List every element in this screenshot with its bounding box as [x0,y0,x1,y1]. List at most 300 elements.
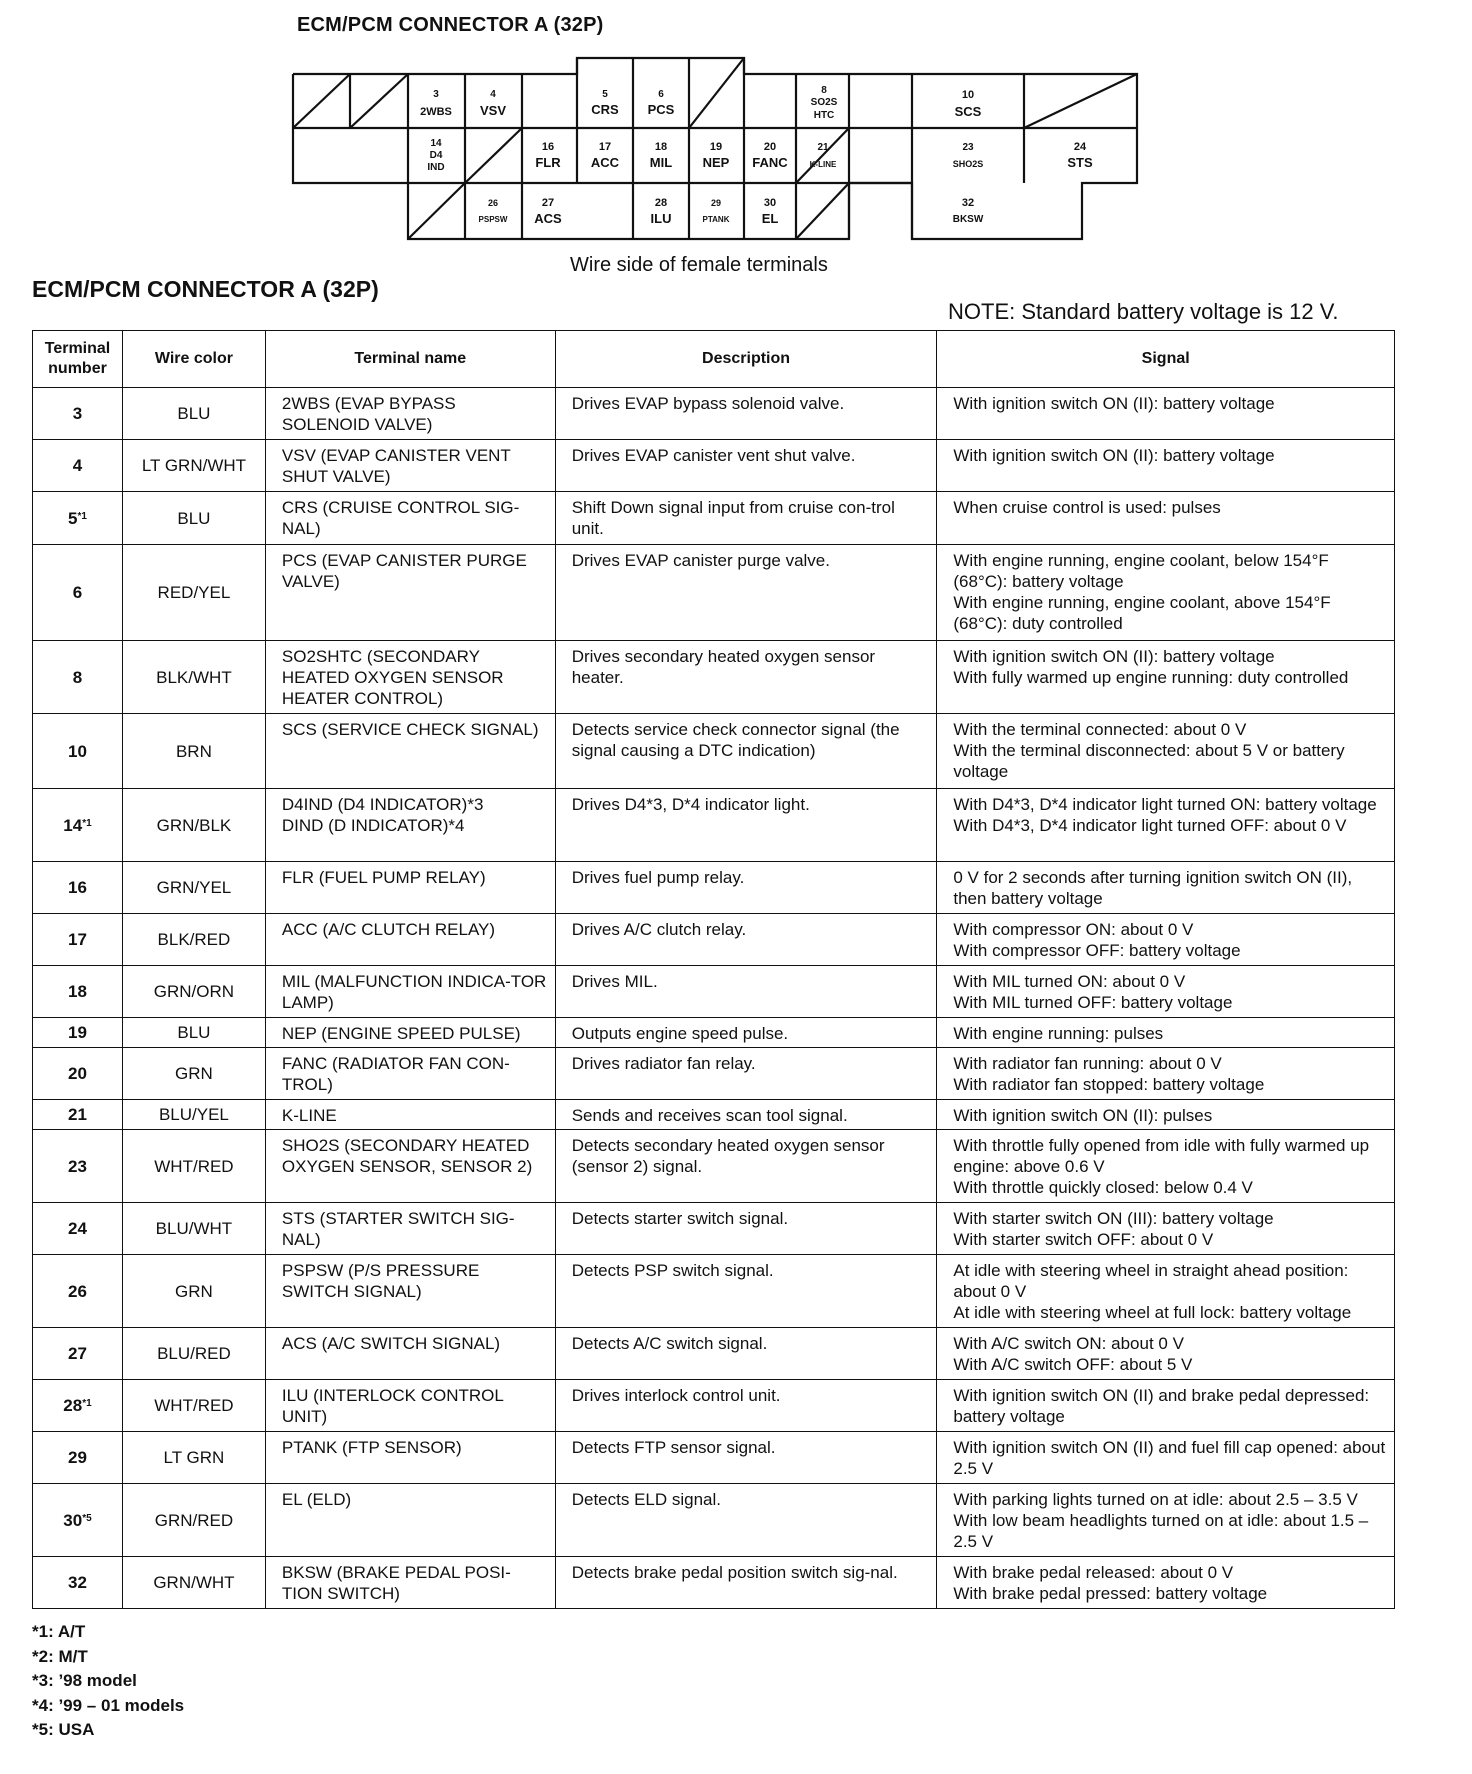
connector-cell-10 [955,89,982,119]
terminal-number-cell [33,789,123,862]
signal-cell-text: With engine running, engine coolant, below 154°F (68°C): battery voltage With engine running, engine coolant, above 154°F (68°C): duty controlled [953,551,1331,633]
terminal-number-cell [33,1380,123,1432]
footnotes [32,1620,184,1743]
terminal-name-cell [265,1484,555,1557]
description-cell [555,1203,937,1255]
svg-text:8: 8 [821,85,827,96]
description-cell [555,714,937,789]
signal-cell-text: 0 V for 2 seconds after turning ignition switch ON (II), then battery voltage [953,868,1353,908]
wire-color-cell-text: GRN [175,1064,213,1083]
wire-color-cell-text: LT GRN [163,1448,225,1467]
terminal-number-cell [33,914,123,966]
svg-text:18: 18 [654,141,668,153]
signal-cell-text: With A/C switch ON: about 0 V With A/C switch OFF: about 5 V [953,1334,1193,1374]
table-row [33,1048,1395,1100]
wire-color-cell-text: BLK/WHT [156,667,232,687]
terminal-name-cell [265,914,555,966]
wire-color-cell-text: GRN/BLK [156,815,232,835]
footnote: *2: M/T [32,1646,88,1666]
connector-cell-5 [591,89,619,117]
signal-cell-text: With ignition switch ON (II): battery voltage [953,446,1275,465]
description-cell [555,1130,937,1203]
wire-color-cell-text: WHT/RED [154,1396,234,1415]
svg-text:30: 30 [763,197,777,209]
terminal-number-cell-text: 10 [68,741,87,761]
svg-text:28: 28 [654,197,668,209]
connector-cell-28 [651,197,672,226]
description-cell [555,440,937,492]
terminal-name-cell-text: PSPSW (P/S PRESSURE SWITCH SIGNAL) [281,1261,480,1301]
signal-cell-text: With ignition switch ON (II): battery voltage [953,394,1275,413]
table-row [33,1130,1395,1203]
connector-cell-6 [648,89,675,117]
terminal-name-cell [265,966,555,1018]
description-cell [555,388,937,440]
terminal-number-cell [33,1484,123,1557]
footnote-marker: *5 [82,1512,92,1524]
description-cell [555,1380,937,1432]
svg-text:SCS: SCS [954,104,982,119]
battery-note: NOTE: Standard battery voltage is 12 V. [948,299,1339,324]
description-cell-text: Drives EVAP bypass solenoid valve. [571,394,845,413]
svg-text:STS: STS [1067,155,1093,170]
terminal-name-cell [265,789,555,862]
description-cell [555,492,937,545]
signal-cell [937,966,1395,1018]
terminal-name-cell [265,862,555,914]
description-cell-text: Drives radiator fan relay. [571,1054,756,1073]
svg-text:3: 3 [433,89,439,100]
terminal-number-cell-text: 8 [72,667,83,687]
description-cell-text: Shift Down signal input from cruise con-trol unit. [571,498,895,538]
terminal-name-cell [265,1018,555,1048]
table-row [33,492,1395,545]
terminal-name-cell-text: VSV (EVAP CANISTER VENT SHUT VALVE) [281,446,511,486]
table-row [33,914,1395,966]
wire-color-cell [122,440,265,492]
wire-color-cell [122,1380,265,1432]
svg-text:26: 26 [487,198,499,208]
table-row [33,1484,1395,1557]
signal-cell-text: With ignition switch ON (II) and fuel fill cap opened: about 2.5 V [953,1438,1386,1478]
signal-cell-text: With ignition switch ON (II) and brake pedal depressed: battery voltage [953,1386,1370,1426]
svg-text:PCS: PCS [647,102,675,117]
terminal-number-cell [33,388,123,440]
footnote-marker: *1 [82,1398,92,1409]
signal-cell-text: With parking lights turned on at idle: about 2.5 – 3.5 V With low beam headlights turned on at idle: about 1.5 – 2.5 V [953,1490,1369,1551]
terminal-name-cell [265,545,555,641]
terminal-number-cell [33,862,123,914]
signal-cell [937,714,1395,789]
terminal-number-cell [33,1048,123,1100]
svg-text:24: 24 [1073,141,1087,153]
table-row [33,1432,1395,1484]
terminal-name-cell-text: EL (ELD) [281,1490,352,1509]
svg-text:PTANK: PTANK [702,215,730,224]
header-terminal-number: Terminal number [33,331,123,388]
svg-text:CRS: CRS [591,102,619,117]
wire-color-cell [122,1018,265,1048]
svg-text:19: 19 [709,141,723,153]
terminal-name-cell-text: ACC (A/C CLUTCH RELAY) [281,920,496,939]
terminal-number-cell [33,1100,123,1130]
connector-cell-4 [480,89,506,118]
terminal-number-cell-text: 17 [68,930,87,949]
wire-color-cell [122,1484,265,1557]
table-row [33,862,1395,914]
signal-cell-text: With radiator fan running: about 0 V With radiator fan stopped: battery voltage [953,1054,1265,1094]
terminal-name-cell-text: NEP (ENGINE SPEED PULSE) [281,1024,521,1043]
terminal-number-cell-text: 6 [72,583,83,602]
wire-color-cell [122,1328,265,1380]
terminal-number-cell-text: 16 [68,878,87,897]
svg-text:10: 10 [961,89,975,101]
terminal-name-cell [265,1048,555,1100]
wire-color-cell-text: GRN/ORN [153,982,235,1001]
signal-cell-text: With ignition switch ON (II): battery voltage With fully warmed up engine running: duty controlled [953,647,1349,687]
signal-cell-text: With starter switch ON (III): battery voltage With starter switch OFF: about 0 V [953,1209,1274,1249]
description-cell-text: Detects ELD signal. [571,1490,722,1509]
wire-color-cell [122,1432,265,1484]
wire-color-cell-text: BLU/YEL [158,1105,229,1124]
svg-text:IND: IND [427,162,445,173]
svg-text:D4: D4 [429,150,443,161]
wire-color-cell [122,1557,265,1609]
wire-color-cell [122,1255,265,1328]
wire-color-cell-text: BLK/RED [157,930,231,949]
table-row [33,1328,1395,1380]
wire-color-cell [122,1203,265,1255]
header-signal: Signal [937,331,1395,388]
connector-cell-17 [591,141,620,170]
wire-color-cell-text: BLU [177,508,211,528]
table-row [33,1255,1395,1328]
signal-cell [937,1203,1395,1255]
wire-color-cell-text: BRN [175,741,212,761]
wire-color-cell [122,545,265,641]
wire-color-cell [122,388,265,440]
description-cell-text: Sends and receives scan tool signal. [571,1106,848,1125]
wire-color-cell [122,1100,265,1130]
connector-cell-29 [703,198,730,224]
terminal-number-cell-text: 18 [68,982,87,1001]
header-description: Description [555,331,937,388]
wire-color-cell [122,789,265,862]
svg-text:SHO2S: SHO2S [952,159,984,169]
connector-cell-16 [535,141,561,170]
terminal-name-cell-text: ACS (A/C SWITCH SIGNAL) [281,1334,501,1353]
signal-cell-text: With the terminal connected: about 0 V With the terminal disconnected: about 5 V or battery voltage [953,720,1345,781]
footnote: *4: ’99 – 01 models [32,1695,185,1715]
terminal-name-cell [265,714,555,789]
connector-diagram [0,0,1200,250]
svg-text:K-LINE: K-LINE [809,160,837,169]
description-cell-text: Drives MIL. [571,972,658,991]
wire-color-cell-text: BLU/WHT [155,1219,233,1238]
wire-color-cell-text: BLU/RED [157,1344,231,1363]
table-row [33,1380,1395,1432]
terminal-number-cell [33,545,123,641]
terminal-table [32,330,1395,1609]
connector-caption: Wire side of female terminals [570,254,828,276]
signal-cell [937,914,1395,966]
connector-cell-27 [534,197,562,226]
terminal-name-cell [265,440,555,492]
terminal-name-cell-text: SCS (SERVICE CHECK SIGNAL) [281,720,539,739]
svg-text:BKSW: BKSW [952,214,984,225]
signal-cell [937,1018,1395,1048]
description-cell [555,1048,937,1100]
svg-text:VSV: VSV [479,103,507,118]
wire-color-cell [122,862,265,914]
signal-cell-text: At idle with steering wheel in straight ahead position: about 0 V At idle with steering wheel at full lock: battery voltage [953,1261,1352,1322]
connector-title: ECM/PCM CONNECTOR A (32P) [297,14,604,36]
terminal-name-cell-text: 2WBS (EVAP BYPASS SOLENOID VALVE) [281,394,456,434]
svg-text:32: 32 [961,197,975,209]
connector-cell-26 [479,198,508,224]
terminal-name-cell-text: SO2SHTC (SECONDARY HEATED OXYGEN SENSOR HEATER CONTROL) [281,647,504,708]
svg-text:20: 20 [763,141,777,153]
svg-text:EL: EL [761,211,779,226]
terminal-number-cell-text: 3 [72,404,83,423]
description-cell-text: Detects starter switch signal. [571,1209,789,1228]
table-title: ECM/PCM CONNECTOR A (32P) [32,276,379,302]
footnote: *3: ’98 model [32,1671,137,1690]
terminal-name-cell [265,1432,555,1484]
description-cell-text: Drives EVAP canister vent shut valve. [571,446,856,465]
svg-text:29: 29 [710,198,722,208]
terminal-name-cell-text: FLR (FUEL PUMP RELAY) [281,868,486,887]
wire-color-cell [122,914,265,966]
header-terminal-name: Terminal name [265,331,555,388]
signal-cell [937,1130,1395,1203]
signal-cell [937,1048,1395,1100]
table-row [33,1100,1395,1130]
table-row [33,714,1395,789]
description-cell [555,1328,937,1380]
table-row [33,388,1395,440]
terminal-number-cell-text: 28 [63,1396,83,1415]
terminal-number-cell [33,641,123,714]
description-cell-text: Drives interlock control unit. [571,1386,781,1405]
terminal-number-cell-text: 29 [68,1448,87,1467]
description-cell [555,641,937,714]
wire-color-cell [122,714,265,789]
table-row [33,789,1395,862]
terminal-name-cell-text: BKSW (BRAKE PEDAL POSI-TION SWITCH) [281,1563,511,1603]
signal-cell-text: With brake pedal released: about 0 V With brake pedal pressed: battery voltage [953,1563,1268,1603]
wire-color-cell-text: WHT/RED [154,1156,234,1176]
terminal-number-cell [33,492,123,545]
description-cell [555,862,937,914]
table-row [33,966,1395,1018]
signal-cell-text: With compressor ON: about 0 V With compressor OFF: battery voltage [953,920,1241,960]
signal-cell [937,388,1395,440]
svg-text:4: 4 [490,89,496,100]
signal-cell-text: With MIL turned ON: about 0 V With MIL turned OFF: battery voltage [953,972,1233,1012]
description-cell-text: Drives A/C clutch relay. [571,920,747,939]
description-cell [555,1018,937,1048]
wire-color-cell [122,1048,265,1100]
terminal-name-cell [265,1557,555,1609]
svg-text:21: 21 [817,142,829,153]
terminal-number-cell-text: 20 [68,1064,87,1083]
svg-text:ACS: ACS [534,211,562,226]
signal-cell [937,641,1395,714]
connector-cell-30 [762,197,779,226]
description-cell-text: Detects service check connector signal (the signal causing a DTC indication) [571,720,900,760]
wire-color-cell [122,966,265,1018]
signal-cell [937,789,1395,862]
terminal-name-cell [265,492,555,545]
wire-color-cell-text: LT GRN/WHT [141,456,247,475]
terminal-number-cell-text: 21 [68,1105,87,1124]
svg-text:NEP: NEP [702,155,730,170]
table-row [33,1018,1395,1048]
terminal-name-cell [265,388,555,440]
terminal-name-cell-text: D4IND (D4 INDICATOR)*3 DIND (D INDICATOR)*4 [281,795,484,835]
signal-cell-text: With D4*3, D*4 indicator light turned ON: battery voltage With D4*3, D*4 indicator light turned OFF: about 0 V [953,795,1377,835]
wire-color-cell-text: GRN/RED [154,1510,234,1530]
connector-cell-23 [953,142,984,169]
terminal-name-cell [265,1100,555,1130]
description-cell-text: Drives EVAP canister purge valve. [571,551,830,570]
signal-cell [937,1557,1395,1609]
description-cell [555,1484,937,1557]
terminal-name-cell-text: SHO2S (SECONDARY HEATED OXYGEN SENSOR, SENSOR 2) [281,1136,533,1176]
terminal-name-cell [265,1255,555,1328]
terminal-number-cell [33,966,123,1018]
terminal-number-cell-text: 26 [68,1281,87,1301]
wire-color-cell [122,1130,265,1203]
terminal-number-cell [33,1203,123,1255]
description-cell [555,1255,937,1328]
signal-cell-text: When cruise control is used: pulses [953,498,1221,517]
svg-text:MIL: MIL [649,155,673,170]
terminal-number-cell-text: 14 [63,815,83,835]
footnote: *5: USA [32,1720,95,1739]
terminal-name-cell-text: MIL (MALFUNCTION INDICA-TOR LAMP) [281,972,547,1012]
signal-cell [937,1380,1395,1432]
footnote-marker: *1 [77,510,87,522]
signal-cell [937,1100,1395,1130]
description-cell-text: Drives secondary heated oxygen sensor heater. [571,647,876,687]
signal-cell [937,1328,1395,1380]
connector-cell-14 [427,138,444,173]
terminal-name-cell [265,1130,555,1203]
wire-color-cell [122,492,265,545]
terminal-number-cell [33,1328,123,1380]
terminal-name-cell-text: STS (STARTER SWITCH SIG-NAL) [281,1209,515,1249]
terminal-name-cell [265,1203,555,1255]
svg-text:FLR: FLR [535,155,561,170]
description-cell [555,545,937,641]
signal-cell-text: With engine running: pulses [953,1024,1164,1043]
wire-color-cell-text: GRN/WHT [153,1573,235,1592]
svg-text:14: 14 [430,138,442,149]
wire-color-cell-text: BLU [177,1023,211,1042]
terminal-number-cell-text: 23 [68,1156,87,1176]
connector-cell-19 [703,141,730,170]
description-cell-text: Detects FTP sensor signal. [571,1438,776,1457]
wire-color-cell [122,641,265,714]
footnote-marker: *1 [82,817,92,829]
connector-cell-18 [650,141,672,170]
svg-text:23: 23 [962,142,974,153]
terminal-number-cell-text: 5 [68,508,78,528]
terminal-number-cell-text: 27 [68,1344,87,1363]
signal-cell [937,492,1395,545]
terminal-name-cell-text: K-LINE [281,1106,337,1125]
description-cell [555,789,937,862]
signal-cell [937,440,1395,492]
signal-cell [937,1432,1395,1484]
description-cell-text: Drives D4*3, D*4 indicator light. [571,795,810,814]
signal-cell-text: With throttle fully opened from idle with fully warmed up engine: above 0.6 V With throttle quickly closed: below 0.4 V [953,1136,1370,1197]
terminal-number-cell [33,1432,123,1484]
terminal-name-cell [265,641,555,714]
description-cell-text: Outputs engine speed pulse. [571,1024,789,1043]
description-cell-text: Drives fuel pump relay. [571,868,745,887]
svg-text:FANC: FANC [752,155,788,170]
terminal-name-cell-text: FANC (RADIATOR FAN CON-TROL) [281,1054,510,1094]
description-cell-text: Detects secondary heated oxygen sensor (sensor 2) signal. [571,1136,885,1176]
footnote: *1: A/T [32,1622,86,1641]
description-cell-text: Detects brake pedal position switch sig-nal. [571,1563,898,1582]
header-wire-color: Wire color [122,331,265,388]
svg-text:PSPSW: PSPSW [478,215,508,224]
description-cell [555,1557,937,1609]
signal-cell [937,862,1395,914]
svg-text:16: 16 [541,141,555,153]
description-cell [555,966,937,1018]
terminal-name-cell [265,1380,555,1432]
terminal-name-cell-text: ILU (INTERLOCK CONTROL UNIT) [281,1386,504,1426]
wire-color-cell-text: RED/YEL [157,583,231,602]
description-cell [555,1100,937,1130]
terminal-number-cell [33,1557,123,1609]
terminal-name-cell-text: PCS (EVAP CANISTER PURGE VALVE) [281,551,527,591]
terminal-number-cell [33,440,123,492]
signal-cell [937,1484,1395,1557]
wire-color-cell-text: BLU [177,404,211,423]
wire-color-cell-text: GRN [175,1281,213,1301]
connector-cell-32 [953,197,984,225]
description-cell [555,1432,937,1484]
description-cell-text: Detects PSP switch signal. [571,1261,774,1280]
svg-text:6: 6 [658,89,664,100]
svg-text:ACC: ACC [590,155,620,170]
signal-cell [937,545,1395,641]
terminal-name-cell [265,1328,555,1380]
signal-cell-text: With ignition switch ON (II): pulses [953,1106,1213,1125]
connector-cell-3 [420,89,452,118]
terminal-number-cell [33,714,123,789]
signal-cell [937,1255,1395,1328]
table-row [33,545,1395,641]
svg-text:5: 5 [602,89,608,100]
svg-text:SO2S: SO2S [810,97,838,108]
table-row [33,1557,1395,1609]
terminal-number-cell-text: 4 [72,456,83,475]
terminal-number-cell [33,1018,123,1048]
svg-text:ILU: ILU [650,211,672,226]
description-cell [555,914,937,966]
svg-text:17: 17 [598,141,612,153]
wire-color-cell-text: GRN/YEL [156,878,232,897]
terminal-number-cell [33,1255,123,1328]
terminal-number-cell-text: 32 [68,1573,87,1592]
